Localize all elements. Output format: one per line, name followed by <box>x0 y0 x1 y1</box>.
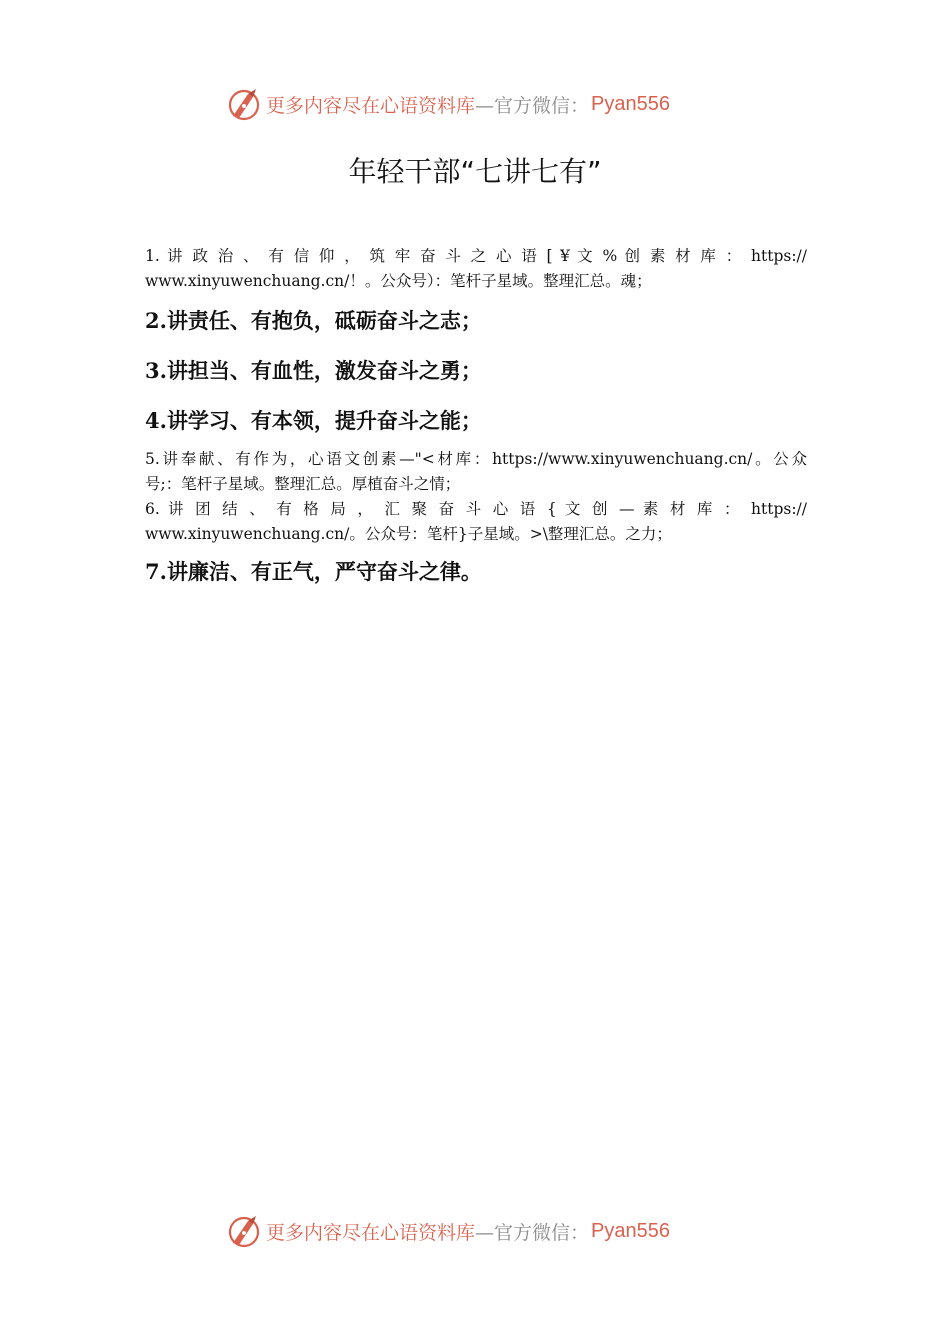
list-item-2 <box>145 307 807 335</box>
list-item-3 <box>145 357 807 385</box>
list-item-6-line1: 6. 讲 团 结 、 有 格 局 ， 汇 聚 奋 斗 心 语 { 文 创 — 素 材 库 ： https:// <box>145 500 807 518</box>
list-item-4 <box>145 407 807 435</box>
watermark-wechat-id: Pyan556 <box>591 92 670 115</box>
list-item-5 <box>145 447 807 497</box>
watermark-slogan: 更多内容尽在心语资料库 <box>266 1221 476 1244</box>
pen-nib-circle-icon <box>226 1213 262 1249</box>
list-item-1-line2: www.xinyuwenchuang.cn/！。公众号）：笔杆子星域。整理汇总。魂； <box>145 272 652 290</box>
list-item-6 <box>145 497 807 547</box>
list-item-1 <box>145 244 807 294</box>
list-item-7 <box>145 558 807 586</box>
list-item-1-line1: 1. 讲 政 治 、 有 信 仰 ， 筑 牢 奋 斗 之 心 语 [ ¥ 文 % 创 素 材 库 ： https:// <box>145 247 807 265</box>
document-body <box>145 244 807 586</box>
footer-watermark <box>226 1211 726 1251</box>
list-item-7-text: 讲廉洁、有正气，严守奋斗之律。 <box>166 560 482 584</box>
list-item-5-line2: 号;：笔杆子星域。整理汇总。厚植奋斗之情； <box>145 475 461 493</box>
list-item-2-number: 2. <box>145 308 167 333</box>
watermark-label: —官方微信： <box>475 1221 590 1244</box>
list-item-4-text: 讲学习、有本领，提升奋斗之能； <box>166 409 482 433</box>
list-item-7-number: 7. <box>145 559 167 584</box>
watermark-slogan: 更多内容尽在心语资料库 <box>266 94 476 117</box>
list-item-3-text: 讲担当、有血性，激发奋斗之勇； <box>166 359 482 383</box>
watermark-label: —官方微信： <box>475 94 590 117</box>
watermark-wechat-id: Pyan556 <box>591 1219 670 1242</box>
list-item-6-line2: www.xinyuwenchuang.cn/。公众号：笔杆}子星域。>\整理汇总。之力； <box>145 525 672 543</box>
list-item-2-text: 讲责任、有抱负，砥砺奋斗之志； <box>166 309 482 333</box>
list-item-4-number: 4. <box>145 408 167 433</box>
pen-nib-circle-icon <box>226 86 262 122</box>
list-item-3-number: 3. <box>145 358 167 383</box>
header-watermark <box>226 84 726 124</box>
list-item-5-line1: 5.讲奉献、有作为，心语文创素—"<材库：https://www.xinyuwenchuang.cn/。公众 <box>145 450 807 468</box>
page-title: 年轻干部“七讲七有” <box>348 155 602 188</box>
